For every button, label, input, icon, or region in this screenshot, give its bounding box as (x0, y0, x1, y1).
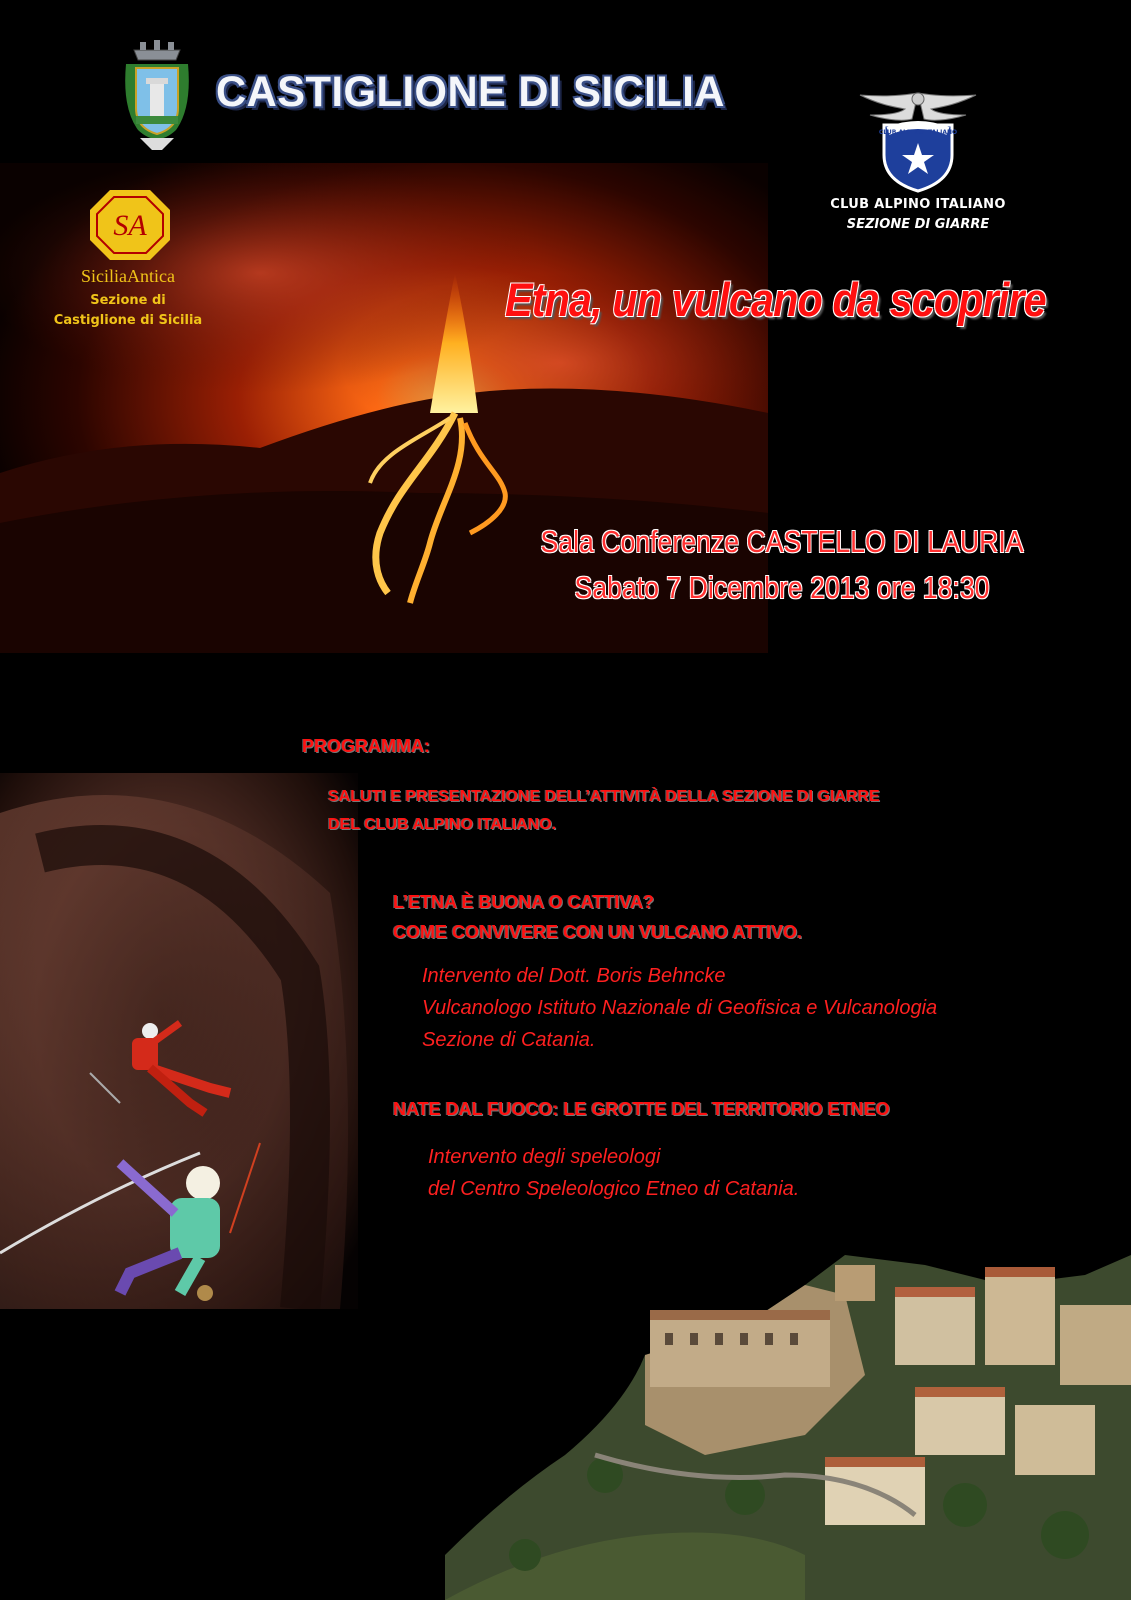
sicilia-antica-section-label: Sezione di (90, 293, 166, 308)
club-alpino-italiano-emblem (850, 85, 986, 195)
cai-section: SEZIONE DI GIARRE (846, 217, 990, 232)
castiglione-village-photo (445, 1255, 1131, 1600)
program-intro-line: DEL CLUB ALPINO ITALIANO. (328, 816, 557, 833)
event-title: Etna, un vulcano da scoprire (505, 273, 1046, 326)
talk-speaker-line: Sezione di Catania. (422, 1029, 596, 1051)
talk-speaker-line: Intervento del Dott. Boris Behncke (422, 965, 726, 987)
sicilia-antica-name: SiciliaAntica (81, 266, 175, 286)
sicilia-antica-monogram: SA (113, 209, 147, 242)
town-coat-of-arms-logo (112, 38, 202, 160)
cai-emblem-text: CLUB ALPINO ITALIANO (878, 129, 958, 136)
talk-title-line: COME CONVIVERE CON UN VULCANO ATTIVO. (393, 922, 803, 942)
program-intro-line: SALUTI E PRESENTAZIONE DELL’ATTIVITÀ DELLA SEZIONE DI GIARRE (328, 788, 880, 805)
program-heading: PROGRAMMA: (302, 736, 430, 756)
cai-name: CLUB ALPINO ITALIANO (830, 197, 1006, 212)
event-datetime: Sabato 7 Dicembre 2013 ore 18:30 (574, 570, 990, 605)
talk-title-line: L’ETNA È BUONA O CATTIVA? (393, 892, 654, 912)
sicilia-antica-section-town: Castiglione di Sicilia (53, 313, 203, 328)
talk-title-line: NATE DAL FUOCO: LE GROTTE DEL TERRITORIO ETNEO (393, 1099, 890, 1119)
sicilia-antica-logo (88, 188, 172, 262)
talk-speaker-line: del Centro Speleologico Etneo di Catania. (428, 1178, 800, 1200)
talk-speaker-line: Vulcanologo Istituto Nazionale di Geofisica e Vulcanologia (422, 997, 938, 1019)
cave-speleologists-photo (0, 773, 358, 1309)
town-title: CASTIGLIONE DI SICILIA (216, 68, 725, 116)
talk-speaker-line: Intervento degli speleologi (428, 1146, 661, 1168)
event-venue: Sala Conferenze CASTELLO DI LAURIA (540, 524, 1024, 559)
